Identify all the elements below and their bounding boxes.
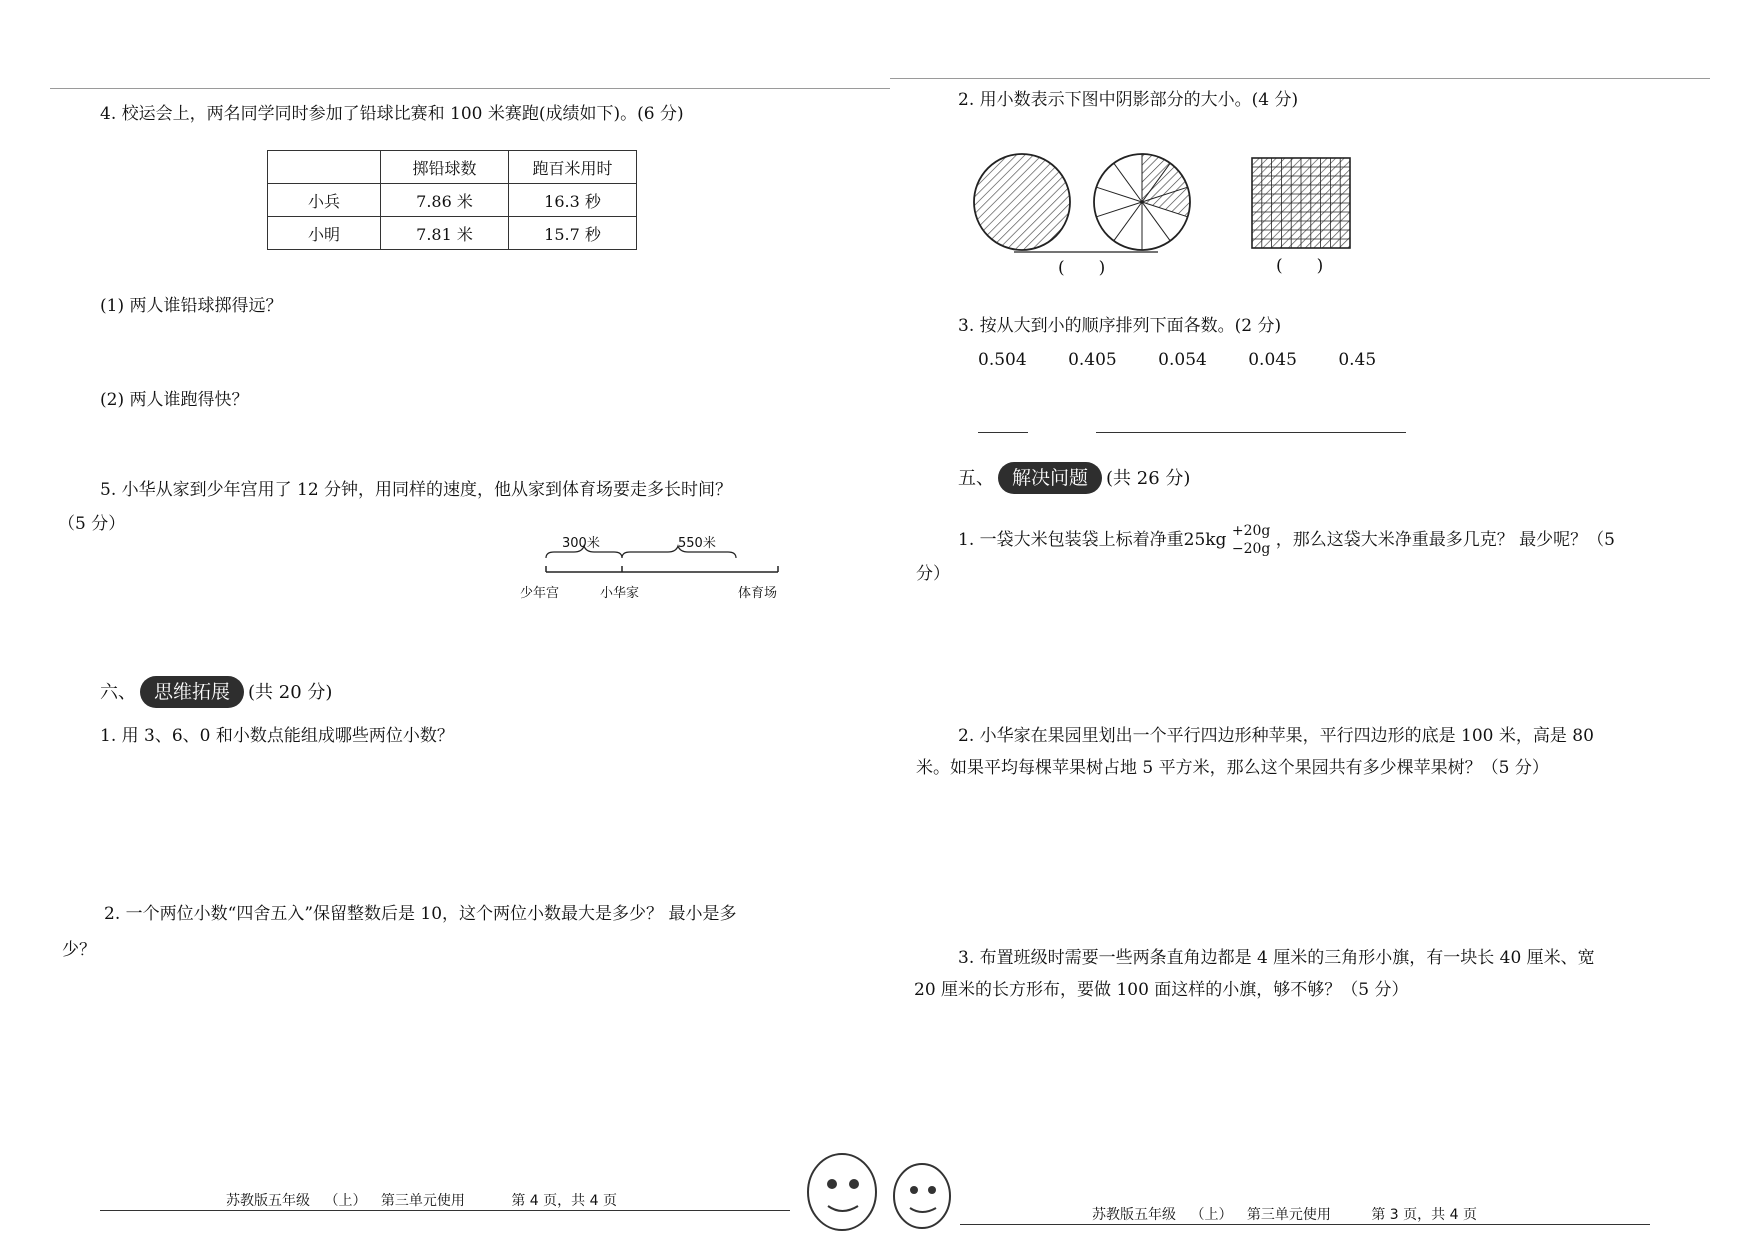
diagram-label-550: 550米 xyxy=(678,536,716,551)
left-footer-term: （上） xyxy=(324,1193,367,1209)
right-mid-rule-short xyxy=(978,432,1028,433)
section6-q2-line1: 2. 一个两位小数“四舍五入”保留整数后是 10，这个两位小数最大是多少？ 最小是多 xyxy=(104,904,737,924)
left-q5-line2: （5 分） xyxy=(58,514,126,534)
table-row xyxy=(268,184,637,217)
section5-q1-line2: 分） xyxy=(916,564,950,584)
section6-q1: 1. 用 3、6、0 和小数点能组成哪些两位小数？ xyxy=(100,726,454,746)
section5-q2-line1: 2. 小华家在果园里划出一个平行四边形种苹果，平行四边形的底是 100 米，高是 80 xyxy=(958,726,1594,746)
mascot-icon xyxy=(790,1140,970,1240)
section6-title: 思维拓展 xyxy=(140,676,244,708)
left-footer xyxy=(226,1190,617,1210)
right-q3-text: 3. 按从大到小的顺序排列下面各数。(2 分) xyxy=(958,316,1282,336)
section5-header xyxy=(958,462,1190,494)
section5-q3-line1: 3. 布置班级时需要一些两条直角边都是 4 厘米的三角形小旗，有一块长 40 厘米、宽 xyxy=(958,948,1595,968)
section5-points: (共 26 分) xyxy=(1106,468,1191,489)
right-footer-unit: 第三单元使用 xyxy=(1246,1207,1331,1223)
table-header-cell xyxy=(268,151,381,184)
tolerance xyxy=(1232,522,1271,558)
left-q4-sub1: (1) 两人谁铅球掷得远？ xyxy=(100,296,283,316)
right-top-rule xyxy=(890,78,1710,79)
section6-points: (共 20 分) xyxy=(248,682,333,703)
section5-q3-line2: 20 厘米的长方形布，要做 100 面这样的小旗，够不够？（5 分） xyxy=(914,980,1409,1000)
left-q4-text: 4. 校运会上，两名同学同时参加了铅球比赛和 100 米赛跑(成绩如下)。(6 分) xyxy=(100,104,684,124)
number-item: 0.054 xyxy=(1158,350,1207,370)
right-footer-rule xyxy=(960,1224,1650,1225)
left-footer-page: 第 4 页，共 4 页 xyxy=(511,1193,617,1209)
right-footer xyxy=(1092,1204,1477,1224)
left-top-rule xyxy=(50,88,890,89)
table-cell: 小兵 xyxy=(268,184,381,217)
right-footer-page: 第 3 页，共 4 页 xyxy=(1371,1207,1477,1223)
right-q3-numbers xyxy=(978,348,1376,372)
table-cell: 7.86 米 xyxy=(381,184,509,217)
right-q2-text: 2. 用小数表示下图中阴影部分的大小。(4 分) xyxy=(958,90,1299,110)
left-footer-rule xyxy=(100,1210,790,1211)
diagram-label-300: 300米 xyxy=(562,536,600,551)
table-cell: 小明 xyxy=(268,217,381,250)
table-cell: 15.7 秒 xyxy=(509,217,637,250)
section5-title: 解决问题 xyxy=(998,462,1102,494)
table-header-cell: 掷铅球数 xyxy=(381,151,509,184)
table-header-cell: 跑百米用时 xyxy=(509,151,637,184)
number-item: 0.045 xyxy=(1248,350,1297,370)
tolerance-plus: +20g xyxy=(1231,523,1271,539)
table-cell: 16.3 秒 xyxy=(509,184,637,217)
section5-q1-suffix: ，那么这袋大米净重最多几克？ 最少呢？（5 xyxy=(1275,530,1616,550)
number-item: 0.405 xyxy=(1068,350,1117,370)
right-mid-rule-long xyxy=(1096,432,1406,433)
left-footer-book: 苏教版五年级 xyxy=(226,1193,310,1209)
section5-q2-line2: 米。如果平均每棵苹果树占地 5 平方米，那么这个果园共有多少棵苹果树？（5 分） xyxy=(916,758,1549,778)
score-table xyxy=(267,150,637,250)
left-q4-sub2: (2) 两人谁跑得快？ xyxy=(100,390,249,410)
table-row xyxy=(268,217,637,250)
right-footer-book: 苏教版五年级 xyxy=(1092,1207,1176,1223)
diagram-label-home: 小华家 xyxy=(600,586,640,601)
answer-blank-1[interactable]: ( ) xyxy=(1058,258,1106,278)
diagram-label-end: 体育场 xyxy=(738,586,778,601)
section6-q2-line2: 少？ xyxy=(62,940,96,960)
table-cell: 7.81 米 xyxy=(381,217,509,250)
diagram-label-start: 少年宫 xyxy=(520,586,560,601)
section6-header xyxy=(100,676,332,708)
left-q5-line1: 5. 小华从家到少年宫用了 12 分钟，用同样的速度，他从家到体育场要走多长时间？ xyxy=(100,480,733,500)
shaded-figures xyxy=(970,150,1370,260)
number-item: 0.45 xyxy=(1338,350,1377,370)
section5-q1 xyxy=(958,522,1615,562)
circle-full xyxy=(974,154,1070,250)
number-item: 0.504 xyxy=(978,350,1027,370)
section5-number: 五、 xyxy=(958,468,994,489)
section5-q1-prefix: 1. 一袋大米包装袋上标着净重25kg xyxy=(958,530,1227,550)
table-header-row xyxy=(268,151,637,184)
circle-sectors xyxy=(1094,154,1190,250)
section6-number: 六、 xyxy=(100,682,136,703)
answer-blank-2[interactable]: ( ) xyxy=(1276,256,1324,276)
right-footer-term: （上） xyxy=(1190,1207,1233,1223)
left-footer-unit: 第三单元使用 xyxy=(380,1193,465,1209)
tolerance-minus: −20g xyxy=(1231,541,1271,557)
hundred-grid xyxy=(1252,158,1350,248)
